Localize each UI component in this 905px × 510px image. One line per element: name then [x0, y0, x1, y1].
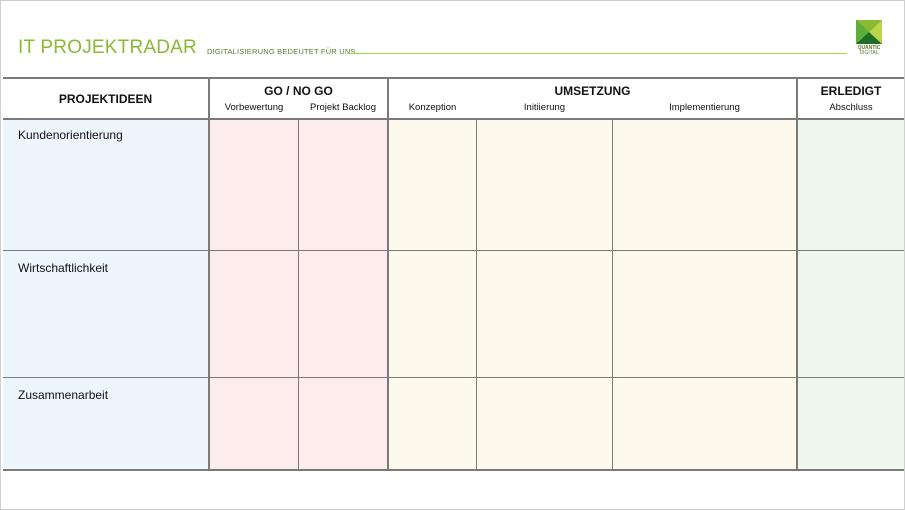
- subtitle-underline: [347, 53, 847, 54]
- header-umsetzung: UMSETZUNG: [554, 84, 631, 98]
- header-implementierung: Implementierung: [669, 102, 740, 113]
- header-bottom-border: [3, 118, 904, 120]
- header-vorbewertung: Vorbewertung: [224, 102, 284, 113]
- board-bottom-border: [3, 469, 904, 471]
- logo-subtext: DIGITAL: [859, 50, 879, 56]
- col-divider-konzeption: [476, 119, 477, 471]
- col-divider-initiierung: [612, 119, 613, 471]
- header-abschluss: Abschluss: [829, 102, 873, 113]
- umsetzung-column-bg: [387, 119, 796, 471]
- col-divider-ideas: [208, 77, 210, 471]
- page-title: IT PROJEKTRADAR: [18, 37, 197, 58]
- row-divider-1: [3, 250, 904, 251]
- radar-board: [3, 77, 904, 471]
- col-divider-vorbewertung: [298, 119, 299, 471]
- page-subtitle: DIGITALISIERUNG BEDEUTET FÜR UNS: [207, 47, 356, 56]
- row-label-kundenorientierung: Kundenorientierung: [18, 128, 123, 142]
- col-divider-go-no-go: [387, 77, 389, 471]
- col-divider-umsetzung: [796, 77, 798, 471]
- header-projektideen: PROJEKTIDEEN: [58, 92, 153, 106]
- logo-text: QUANTIC: [857, 45, 881, 51]
- header-initiierung: Initiierung: [523, 102, 566, 113]
- row-divider-2: [3, 377, 904, 378]
- logo-wordmark: [854, 46, 884, 56]
- header-konzeption: Konzeption: [408, 102, 457, 113]
- header-go-no-go: GO / NO GO: [264, 84, 333, 98]
- erledigt-column-bg: [796, 119, 904, 471]
- board-top-border: [3, 77, 904, 79]
- row-label-zusammenarbeit: Zusammenarbeit: [18, 388, 109, 402]
- header-erledigt: ERLEDIGT: [820, 84, 882, 98]
- row-label-wirtschaftlichkeit: Wirtschaftlichkeit: [18, 261, 109, 275]
- ideas-column-bg: [3, 119, 208, 471]
- header-projekt-backlog: Projekt Backlog: [309, 102, 376, 113]
